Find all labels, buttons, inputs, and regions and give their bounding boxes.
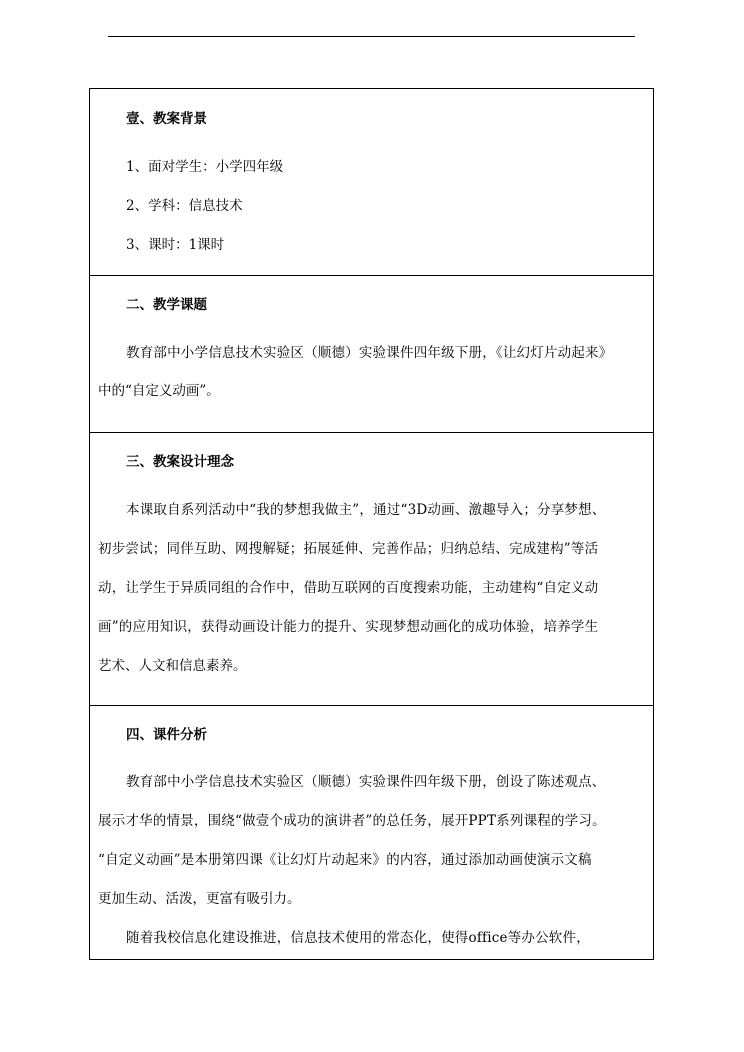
- section-line: 更加生动、活泼，更富有吸引力。: [98, 891, 301, 907]
- section-heading: 二、教学课题: [126, 297, 207, 313]
- header-rule: [108, 36, 635, 37]
- section-line: 动，让学生于异质同组的合作中，借助互联网的百度搜索功能，主动建构“自定义动: [98, 580, 599, 596]
- section-courseware-analysis: [90, 706, 653, 959]
- section-line: 2、学科：信息技术: [126, 198, 243, 214]
- section-line: 中的“自定义动画”。: [98, 383, 220, 399]
- section-line: 1、面对学生：小学四年级: [126, 159, 284, 175]
- section-line: 3、课时：1课时: [126, 237, 225, 253]
- section-topic: [90, 276, 653, 433]
- section-heading: 三、教案设计理念: [126, 454, 234, 470]
- section-line: 画”的应用知识，获得动画设计能力的提升、实现梦想动画化的成功体验，培养学生: [98, 619, 599, 635]
- section-background: [90, 89, 653, 276]
- section-line: “自定义动画”是本册第四课《让幻灯片动起来》的内容，通过添加动画使演示文稿: [98, 852, 592, 868]
- section-line: 展示才华的情景，围绕“做壹个成功的演讲者”的总任务，展开PPT系列课程的学习。: [98, 813, 606, 829]
- section-line: 本课取自系列活动中“我的梦想我做主”，通过“3D动画、激趣导入；分享梦想、: [126, 502, 606, 518]
- section-line: 随着我校信息化建设推进，信息技术使用的常态化，使得office等办公软件，: [126, 930, 590, 946]
- lesson-plan-table: [89, 88, 654, 960]
- section-line: 初步尝试；同伴互助、网搜解疑；拓展延伸、完善作品；归纳总结、完成建构”等活: [98, 541, 599, 557]
- section-design-concept: [90, 433, 653, 706]
- section-line: 教育部中小学信息技术实验区（顺德）实验课件四年级下册，创设了陈述观点、: [126, 774, 606, 790]
- section-line: 艺术、人文和信息素养。: [98, 658, 247, 674]
- section-line: 教育部中小学信息技术实验区（顺德）实验课件四年级下册，《让幻灯片动起来》: [126, 345, 613, 361]
- section-heading: 壹、教案背景: [126, 111, 207, 127]
- section-heading: 四、课件分析: [126, 727, 207, 743]
